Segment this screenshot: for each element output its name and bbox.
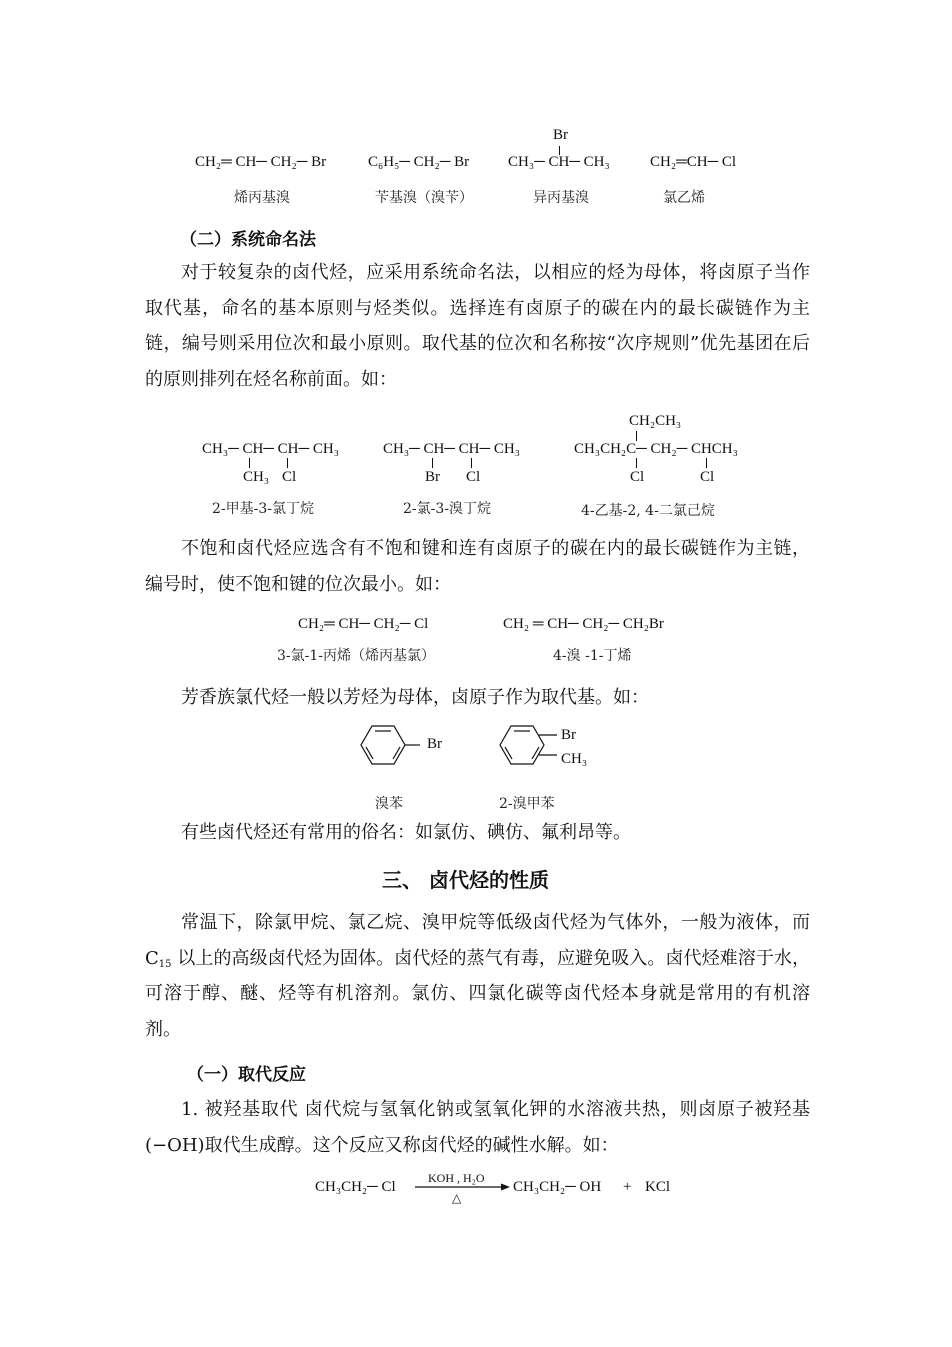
paragraph-text: 常温下，除氯甲烷、氯乙烷、溴甲烷等低级卤代烃为气体外，一般为液体，而 $C_{15}$ 以上的高级卤代烃为固体。卤代烃的蒸气有毒，应避免吸入。卤代烃难溶于水，可溶于醇、醚、烃等有机溶剂。氯仿、四氯化碳等卤代烃本身就是常用的有机溶剂。 bbox=[145, 912, 810, 1040]
reaction-plus: + bbox=[623, 1179, 632, 1195]
example-4-name: 3-氯-1-丙烯（烯丙基氯） bbox=[277, 648, 436, 664]
subsection-heading: （一）取代反应 bbox=[187, 1065, 306, 1085]
reaction-byproduct: KCl bbox=[645, 1179, 671, 1195]
reaction-condition-bottom: △ bbox=[452, 1191, 462, 1205]
paragraph-text: 芳香族氯代烃一般以芳烃为母体，卤原子作为取代基。如： bbox=[181, 687, 649, 708]
paragraph-text: 1. 被羟基取代 卤代烷与氢氧化钠或氢氧化钾的水溶液共热，则卤原子被羟基(−OH)取代生成醇。这个反应又称卤代烃的碱性水解。如： bbox=[145, 1099, 810, 1156]
example-6-substituent: Br bbox=[427, 736, 442, 752]
example-1-main-chain: CH₃─ CH─ CH─ CH₃ bbox=[202, 441, 339, 457]
paragraph bbox=[145, 815, 810, 851]
example-1-substituent-1: CH₃ bbox=[243, 469, 270, 485]
bond-line bbox=[636, 431, 637, 441]
bond-line bbox=[471, 458, 472, 468]
paragraph bbox=[145, 680, 810, 716]
paragraph-text: 有些卤代烃还有常用的俗名：如氯仿、碘仿、氟利昂等。 bbox=[181, 822, 631, 843]
reaction-condition-top: KOH , H₂O bbox=[428, 1171, 485, 1185]
example-isopropyl-bromide-formula: CH₃─ CH─ CH₃ bbox=[508, 154, 610, 170]
example-allyl-bromide-formula: CH₂═ CH─ CH₂─ Br bbox=[195, 154, 327, 170]
example-1-name: 2-甲基-3-氯丁烷 bbox=[212, 501, 315, 517]
bond-line bbox=[706, 458, 707, 468]
paragraph-text: 对于较复杂的卤代烃，应采用系统命名法，以相应的烃为母体，将卤原子当作取代基，命名的基本原则与烃类似。选择连有卤原子的碳在内的最长碳链作为主链，编号则采用位次和最小原则。取代基的位次和名称按“次序规则”优先基团在后的原则排列在烃名称前面。如： bbox=[145, 262, 810, 390]
example-7-name: 2-溴甲苯 bbox=[499, 796, 555, 812]
example-benzyl-bromide-name: 苄基溴（溴苄） bbox=[375, 190, 473, 206]
example-1-substituent-2: Cl bbox=[282, 469, 297, 485]
chapter-heading: 三、 卤代烃的性质 bbox=[382, 868, 549, 892]
section-heading: （二）系统命名法 bbox=[180, 230, 316, 250]
benzene-ring-icon bbox=[497, 720, 567, 770]
example-7-substituent-2: CH₃ bbox=[561, 751, 588, 767]
bond-line bbox=[432, 458, 433, 468]
paragraph-text: 不饱和卤代烃应选含有不饱和键和连有卤原子的碳在内的最长碳链作为主链，编号时，使不饱和键的位次最小。如： bbox=[145, 538, 810, 595]
example-3-substituent-2: Cl bbox=[700, 469, 715, 485]
example-4-formula: CH₂═ CH─ CH₂─ Cl bbox=[298, 616, 429, 632]
example-2-substituent-2: Cl bbox=[466, 469, 481, 485]
paragraph bbox=[145, 1092, 810, 1163]
reaction-arrow-icon bbox=[415, 1182, 511, 1192]
example-3-top-substituent: CH₂CH₃ bbox=[629, 413, 682, 429]
example-vinyl-chloride-formula: CH₂═CH─ Cl bbox=[650, 154, 737, 170]
example-5-name: 4-溴 -1-丁烯 bbox=[553, 648, 632, 664]
example-isopropyl-bromide-top: Br bbox=[553, 127, 568, 143]
example-2-name: 2-氯-3-溴丁烷 bbox=[403, 501, 492, 517]
paragraph bbox=[145, 905, 810, 1047]
benzene-ring-icon bbox=[358, 720, 428, 770]
example-2-substituent-1: Br bbox=[425, 469, 440, 485]
example-7-substituent-1: Br bbox=[561, 727, 576, 743]
example-6-name: 溴苯 bbox=[375, 796, 403, 812]
bond-line bbox=[249, 458, 250, 468]
example-3-main-chain: CH₃CH₂C─ CH₂─ CHCH₃ bbox=[574, 441, 738, 457]
example-2-main-chain: CH₃─ CH─ CH─ CH₃ bbox=[383, 441, 520, 457]
example-allyl-bromide-name: 烯丙基溴 bbox=[234, 190, 290, 206]
example-5-formula: CH₂ ═ CH─ CH₂─ CH₂Br bbox=[503, 616, 664, 632]
example-isopropyl-bromide-name: 异丙基溴 bbox=[533, 190, 589, 206]
bond-line bbox=[287, 458, 288, 468]
example-3-name: 4-乙基-2, 4-二氯己烷 bbox=[581, 503, 715, 519]
reaction-reactant: CH₃CH₂─ Cl bbox=[315, 1179, 396, 1195]
reaction-product: CH₃CH₂─ OH bbox=[513, 1179, 602, 1195]
example-3-substituent-1: Cl bbox=[630, 469, 645, 485]
paragraph bbox=[145, 531, 810, 602]
bond-line bbox=[636, 458, 637, 468]
paragraph bbox=[145, 255, 810, 397]
example-benzyl-bromide-formula: C₆H₅─ CH₂─ Br bbox=[368, 154, 470, 170]
example-vinyl-chloride-name: 氯乙烯 bbox=[663, 190, 705, 206]
